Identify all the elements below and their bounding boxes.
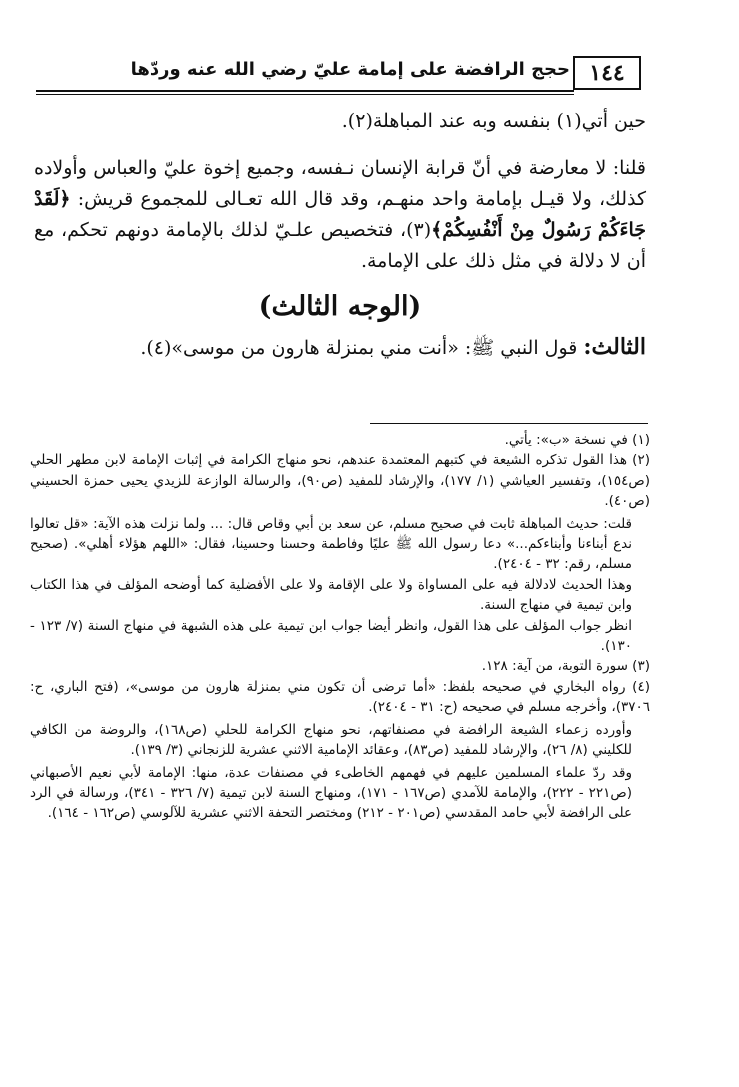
footnote-2-note-3: انظر جواب المؤلف على هذا القول، وانظر أيضا جواب ابن تيمية على هذه الشبهة في منهاج السنة (٧/ ١٢٣ - ١٣٠). — [30, 617, 632, 655]
paragraph-line-1: حين أتي(١) بنفسه وبه عند المباهلة(٢). — [341, 110, 646, 132]
paragraph-2 — [34, 153, 646, 277]
page-number: ١٤٤ — [573, 56, 641, 90]
paragraph-2-continued: (٣)، فتخصيص علـيّ لذلك بالإمامة دونهم تحكم، مع أن لا دلالة في مثل ذلك على الإمامة. — [34, 219, 646, 272]
footnote-4-note-2: وقد ردّ علماء المسلمين عليهم في فهمهم الخاطىء في مصنفات عدة، منها: الإمامة لأبي نعيم الأصبهاني (ص٢٢١ - ٢٢٢)، والإمامة للآمدي (ص١٦٧ - ١٧١)، ومنهاج السنة لابن تيمية (٧/ ٣٢٦ - ٣٤١)، ورسالة في الرد على الرافضة لأبي حامد المقدسي (ص٢٠١ - ٢١٢) ومختصر التحفة الاثني عشرية للآلوسي (ص١٦٢ - ١٦٤). — [30, 764, 632, 822]
footnotes — [30, 430, 650, 824]
footnote-2-note-1: قلت: حديث المباهلة ثابت في صحيح مسلم، عن سعد بن أبي وقاص قال: ... ولما نزلت هذه الآية: «قل تعالوا ندع أبناءنا وأبناءكم...» دعا رسول الله ﷺ عليًا وفاطمة وحسنا وحسينا، فقال: «اللهم هؤلاء أهلي». (صحيح مسلم، رقم: ٣٢ - ٢٤٠٤). — [30, 515, 632, 573]
third-point-text: قول النبي ﷺ: «أنت مني بمنزلة هارون من موسى»(٤). — [140, 337, 578, 359]
running-header-title: حجج الرافضة على إمامة عليّ رضي الله عنه وردّها — [130, 59, 570, 80]
header-rule-thin — [36, 94, 574, 95]
footnote-3: (٣) سورة التوبة، من آية: ١٢٨. — [481, 658, 650, 675]
third-point-label: الثالث: — [583, 334, 646, 360]
footnote-1: (١) في نسخة «ب»: يأتي. — [504, 432, 650, 448]
quran-verse: ﴿لَقَدْ جَاءَكُمْ رَسُولٌ مِنْ أَنْفُسِكُمْ﴾ — [34, 188, 646, 241]
footnote-2-note-2: وهذا الحديث لادلالة فيه على المساواة ولا على الإقامة ولا على الأفضلية كما أوضحه المؤلف في هذا الكتاب وابن تيمية في منهاج السنة. — [30, 576, 632, 614]
section-heading: (الوجه الثالث) — [258, 291, 422, 322]
footnote-separator — [370, 423, 648, 424]
paragraph-2-text: قلنا: لا معارضة في أنّ قرابة الإنسان نـفسه، وجميع إخوة عليّ والعباس وأولاده كذلك، ولا قيـل بإمامة واحد منهـم، وقد قال الله تعـالى للمجموع قريش: — [34, 157, 647, 210]
header-rule — [36, 90, 574, 92]
third-point — [34, 332, 646, 364]
main-text — [34, 106, 646, 364]
footnote-4-note-1: وأورده زعماء الشيعة الرافضة في مصنفاتهم، نحو منهاج الكرامة للحلي (ص١٦٨)، والروضة من الكافي للكليني (٨/ ٢٦)، والإرشاد للمفيد (ص٨٣)، وعقائد الإمامية الاثني عشرية للزنجاني (٣/ ١٣٩). — [30, 721, 632, 759]
footnote-2: (٢) هذا القول تذكره الشيعة في كتبهم المعتمدة عندهم، نحو منهاج الكرامة في إثبات الإمامة لابن مطهر الحلي (ص١٥٤)، وتفسير العياشي (١/ ١٧٧)، والإرشاد للمفيد (ص٩٠)، والرسالة الوازعة للزيدي يحيى حمزة الحسيني (ص٤٠). — [30, 452, 651, 510]
footnote-4: (٤) رواه البخاري في صحيحه بلفظ: «أما ترضى أن تكون مني بمنزلة هارون من موسى»، (فتح الباري، ح: ٣٧٠٦)، وأخرجه مسلم في صحيحه (ح: ٣١ - ٢٤٠٤). — [30, 678, 650, 716]
